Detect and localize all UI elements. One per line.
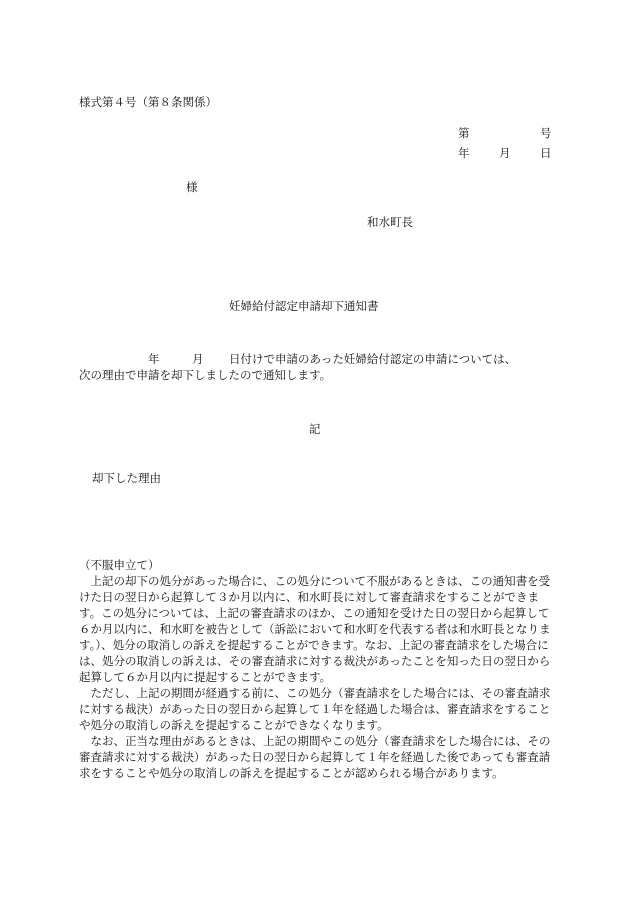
date-month: 月	[499, 146, 511, 160]
document-title: 妊婦給付認定申請却下通知書	[229, 299, 379, 313]
date-year: 年	[458, 146, 470, 160]
appeal-section	[79, 557, 553, 781]
date-day: 日	[540, 146, 552, 160]
addressee-suffix: 様	[186, 180, 198, 194]
doc-number-prefix: 第	[458, 126, 470, 140]
appeal-heading: （不服申立て）	[79, 558, 160, 572]
reason-heading: 却下した理由	[92, 471, 161, 485]
intro-line1: 日付けで申請のあった妊婦給付認定の申請については、	[229, 352, 517, 366]
intro-year: 年	[148, 352, 160, 366]
intro-month: 月	[192, 352, 204, 366]
intro-line2: 次の理由で申請を却下しましたので通知します。	[79, 368, 332, 382]
form-number: 様式第４号（第８条関係）	[79, 95, 217, 109]
document-number-date	[458, 128, 553, 168]
ki-marker: 記	[309, 422, 321, 436]
intro-text	[79, 351, 553, 383]
appeal-paragraph: なお、正当な理由があるときは、上記の期間やこの処分（審査請求をした場合には、その審査請求に対する裁決）があった日の翌日から起算して１年を経過した後であっても審査請求をすることや処分の取消しの訴えを提起することが認められる場合があります。	[79, 734, 551, 780]
appeal-paragraph: ただし、上記の期間が経過する前に、この処分（審査請求をした場合には、その審査請求に対する裁決）があった日の翌日から起算して１年を経過した場合は、審査請求をすることや処分の取消しの訴えを提起することができなくなります。	[79, 686, 551, 732]
doc-number-suffix: 号	[540, 126, 552, 140]
issuer: 和水町長	[367, 215, 413, 229]
appeal-paragraph: 上記の却下の処分があった場合に、この処分について不服があるときは、この通知書を受けた日の翌日から起算して３か月以内に、和水町長に対して審査請求をすることができます。この処分については、上記の審査請求のほか、この通知を受けた日の翌日から起算して６か月以内に、和水町を被告として（訴訟において和水町を代表する者は和水町長となります。）、処分の取消しの訴えを提起することができます。なお、上記の審査請求をした場合には、処分の取消しの訴えは、その審査請求に対する裁決があったことを知った日の翌日から起算して６か月以内に提起することができます。	[79, 574, 551, 684]
